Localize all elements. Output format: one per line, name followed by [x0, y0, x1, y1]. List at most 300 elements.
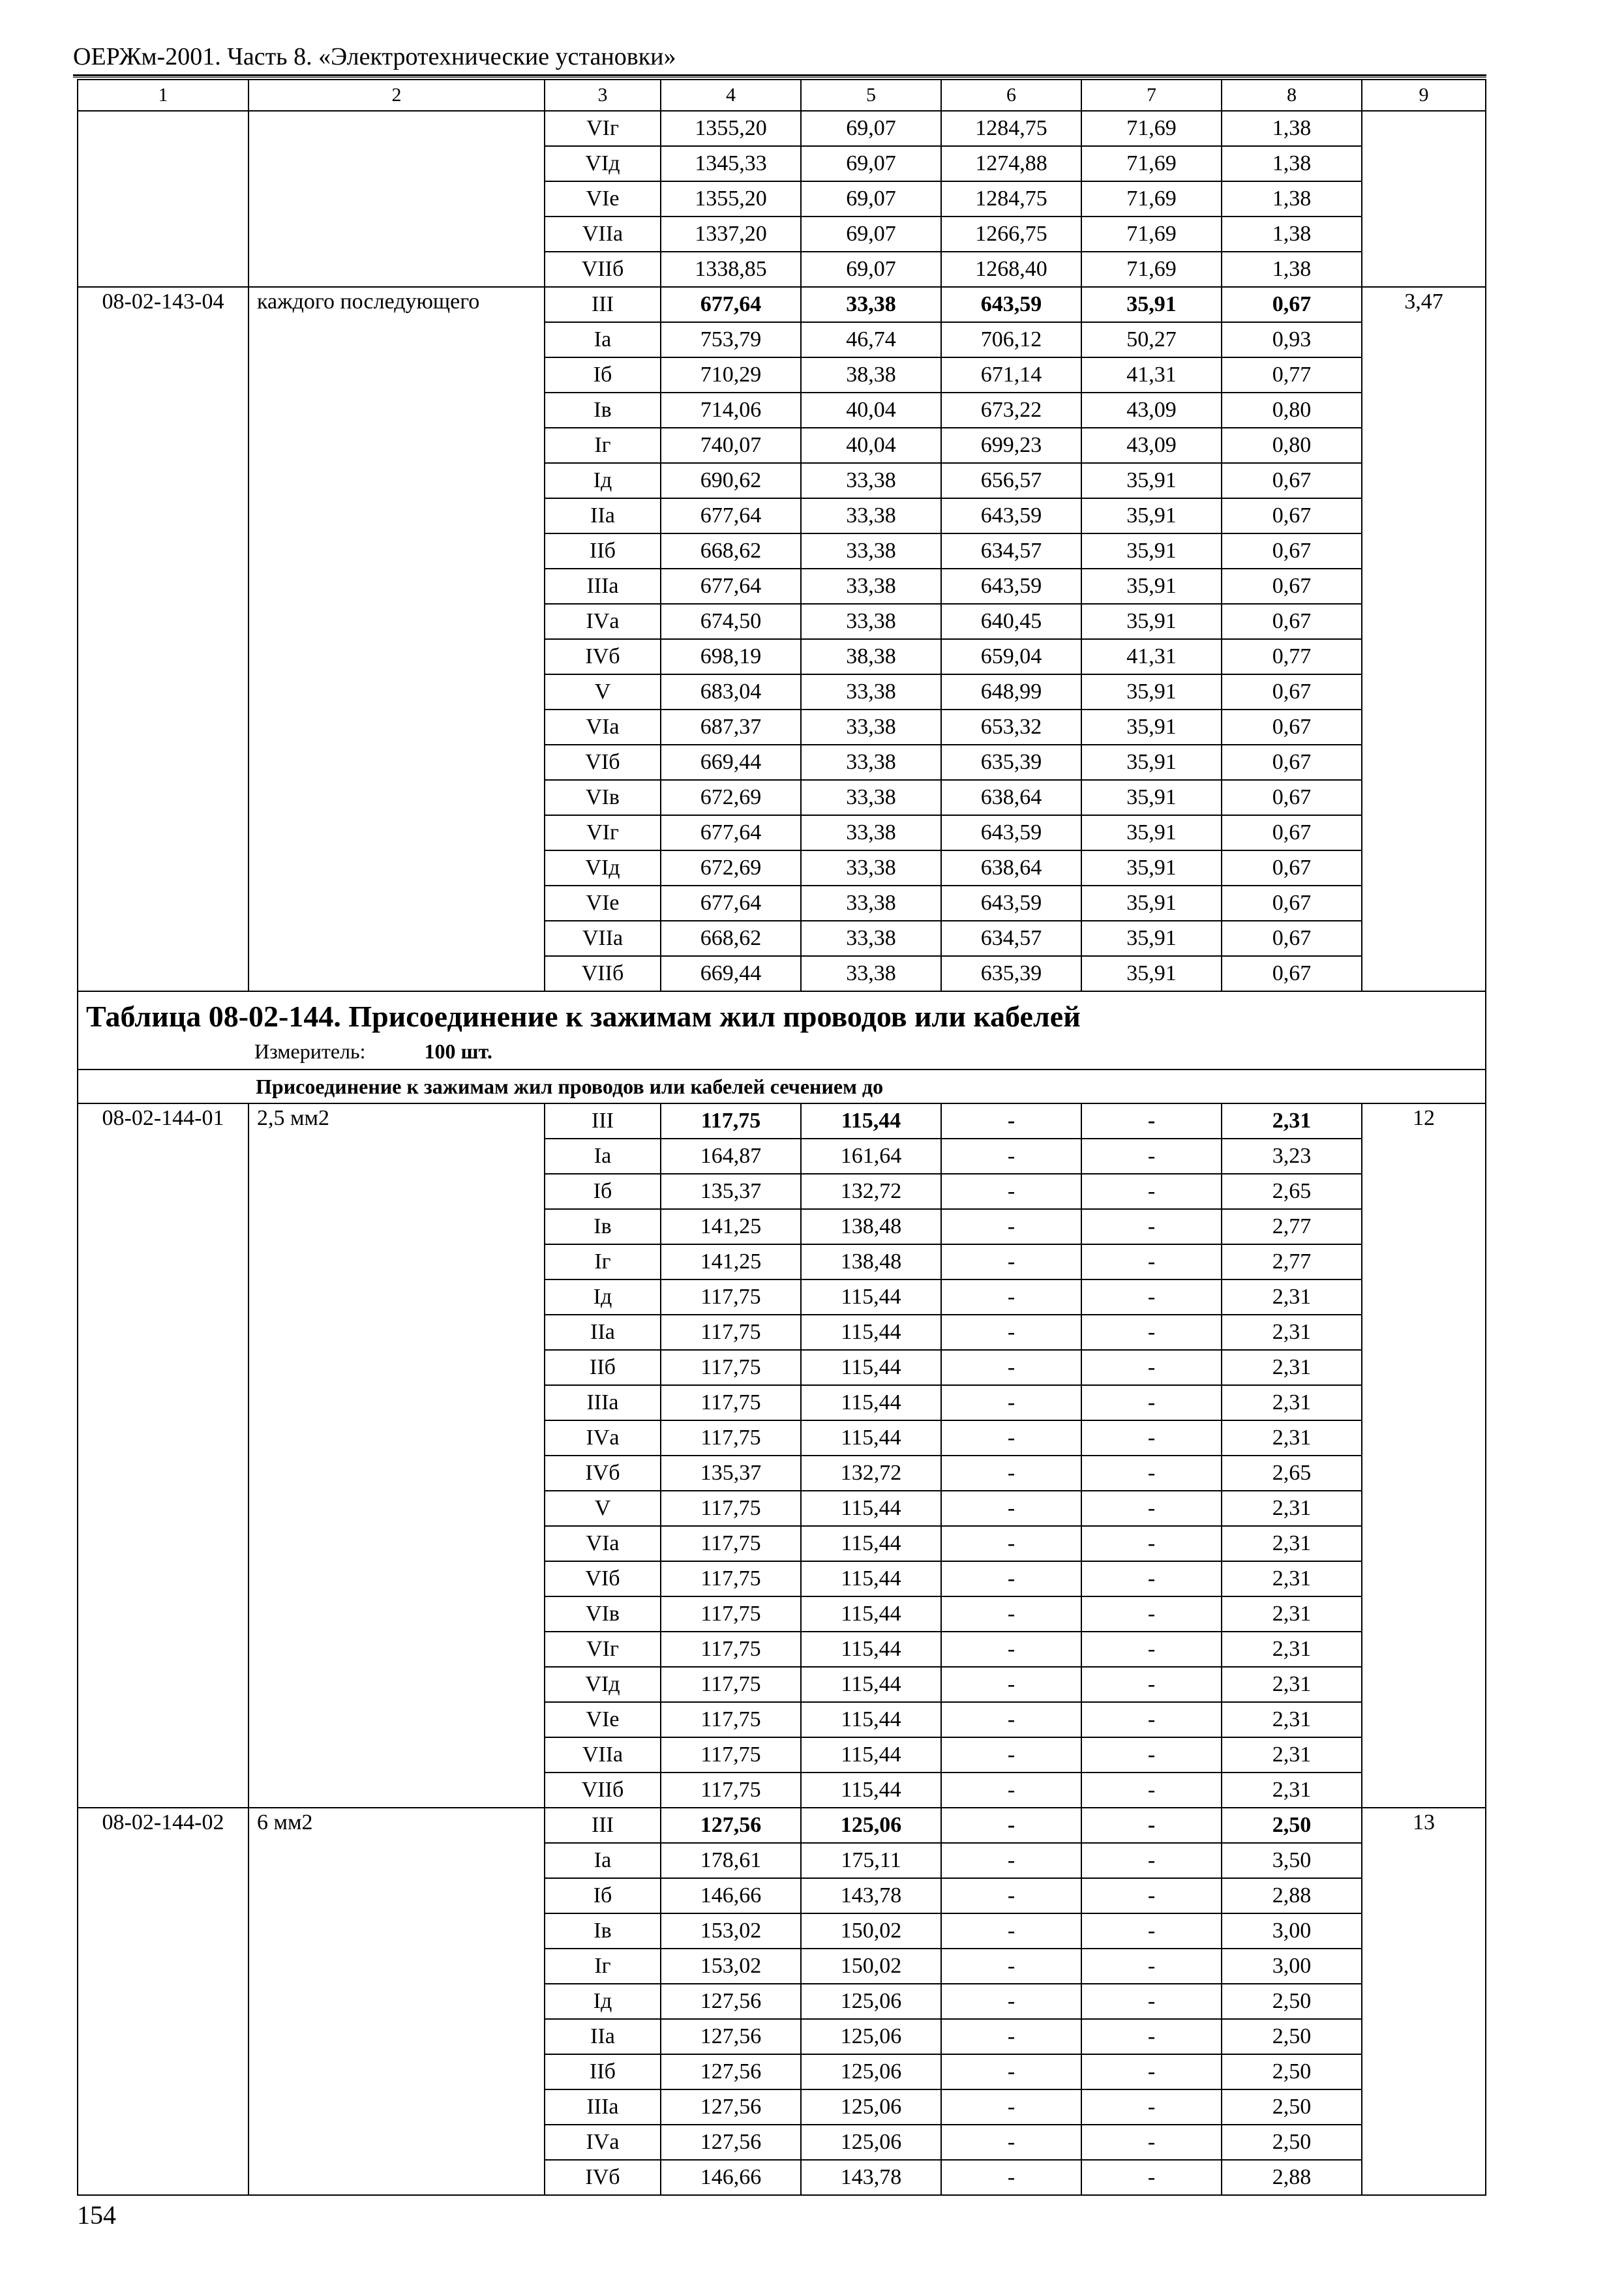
- value-cell: 2,65: [1222, 1174, 1362, 1209]
- zone-cell: Iд: [545, 1279, 661, 1315]
- value-cell: 2,77: [1222, 1209, 1362, 1244]
- value-cell: 125,06: [801, 2089, 941, 2125]
- value-cell: 138,48: [801, 1244, 941, 1279]
- value-cell: -: [941, 1526, 1081, 1561]
- value-cell: 690,62: [661, 463, 801, 498]
- value-cell: 71,69: [1081, 252, 1222, 287]
- zone-cell: IVа: [545, 1420, 661, 1456]
- value-cell: 115,44: [801, 1315, 941, 1350]
- value-cell: 46,74: [801, 322, 941, 357]
- value-cell: 117,75: [661, 1491, 801, 1526]
- value-cell: 2,31: [1222, 1596, 1362, 1632]
- zone-cell: Iб: [545, 1174, 661, 1209]
- table-row: [78, 1808, 1486, 1843]
- zone-cell: VIа: [545, 710, 661, 745]
- zone-cell: IIIа: [545, 2089, 661, 2125]
- table-title-row: [78, 991, 1486, 1070]
- value-cell: -: [1081, 1456, 1222, 1491]
- zone-cell: V: [545, 674, 661, 710]
- zone-cell: VIг: [545, 111, 661, 146]
- value-cell: 638,64: [941, 780, 1081, 815]
- value-cell: -: [1081, 2054, 1222, 2089]
- value-cell: 115,44: [801, 1702, 941, 1737]
- value-cell: 115,44: [801, 1526, 941, 1561]
- column-header: 5: [801, 80, 941, 111]
- value-cell: 153,02: [661, 1949, 801, 1984]
- value-cell: 2,31: [1222, 1315, 1362, 1350]
- value-cell: 0,67: [1222, 710, 1362, 745]
- value-cell: 0,67: [1222, 745, 1362, 780]
- zone-cell: Iг: [545, 1244, 661, 1279]
- value-cell: 164,87: [661, 1139, 801, 1174]
- value-cell: 35,91: [1081, 287, 1222, 322]
- value-cell: -: [1081, 2019, 1222, 2054]
- value-cell: -: [941, 1385, 1081, 1420]
- value-cell: 115,44: [801, 1491, 941, 1526]
- value-cell: -: [1081, 1420, 1222, 1456]
- zone-cell: IVа: [545, 2125, 661, 2160]
- value-cell: -: [1081, 1913, 1222, 1949]
- value-cell: 3,23: [1222, 1139, 1362, 1174]
- value-cell: 3,00: [1222, 1913, 1362, 1949]
- value-cell: 643,59: [941, 287, 1081, 322]
- value-cell: 115,44: [801, 1596, 941, 1632]
- value-cell: 674,50: [661, 604, 801, 639]
- value-cell: -: [1081, 1279, 1222, 1315]
- value-cell: 0,67: [1222, 850, 1362, 886]
- value-cell: -: [1081, 1667, 1222, 1702]
- value-cell: -: [1081, 1702, 1222, 1737]
- value-cell: 150,02: [801, 1949, 941, 1984]
- value-cell: 33,38: [801, 745, 941, 780]
- value-cell: 643,59: [941, 569, 1081, 604]
- value-cell: 699,23: [941, 428, 1081, 463]
- value-cell: 41,31: [1081, 357, 1222, 393]
- value-cell: -: [941, 1244, 1081, 1279]
- zone-cell: Iб: [545, 357, 661, 393]
- value-cell: 2,31: [1222, 1737, 1362, 1773]
- value-cell: 677,64: [661, 569, 801, 604]
- value-cell: 672,69: [661, 780, 801, 815]
- value-cell: -: [1081, 1773, 1222, 1808]
- value-cell: -: [941, 1949, 1081, 1984]
- column-header: 3: [545, 80, 661, 111]
- value-cell: 35,91: [1081, 710, 1222, 745]
- value-cell: -: [1081, 1949, 1222, 1984]
- value-cell: 132,72: [801, 1456, 941, 1491]
- zone-cell: Iа: [545, 1843, 661, 1878]
- value-cell: 115,44: [801, 1561, 941, 1596]
- value-cell: -: [1081, 1491, 1222, 1526]
- value-cell: -: [1081, 2125, 1222, 2160]
- value-cell: 127,56: [661, 2089, 801, 2125]
- zone-cell: Iв: [545, 1209, 661, 1244]
- table-title: Таблица 08-02-144. Присоединение к зажимам жил проводов или кабелей: [86, 1000, 1081, 1033]
- value-cell: -: [941, 2125, 1081, 2160]
- value-cell: 69,07: [801, 181, 941, 217]
- value-cell: -: [1081, 1139, 1222, 1174]
- zone-cell: IIа: [545, 498, 661, 533]
- rates-table: [77, 79, 1486, 2196]
- value-cell: 117,75: [661, 1773, 801, 1808]
- value-cell: 0,80: [1222, 428, 1362, 463]
- value-cell: 2,31: [1222, 1632, 1362, 1667]
- value-cell: 117,75: [661, 1526, 801, 1561]
- col9-value: 12: [1362, 1103, 1486, 1808]
- zone-cell: Iв: [545, 1913, 661, 1949]
- rate-name: каждого последующего: [248, 287, 545, 991]
- value-cell: 35,91: [1081, 921, 1222, 956]
- value-cell: -: [941, 2019, 1081, 2054]
- value-cell: 38,38: [801, 357, 941, 393]
- zone-cell: Iв: [545, 393, 661, 428]
- value-cell: -: [1081, 1209, 1222, 1244]
- value-cell: -: [941, 1913, 1081, 1949]
- value-cell: 0,67: [1222, 287, 1362, 322]
- value-cell: 115,44: [801, 1350, 941, 1385]
- value-cell: 2,88: [1222, 1878, 1362, 1913]
- unit-label: Измеритель:: [254, 1040, 366, 1063]
- zone-cell: VIб: [545, 1561, 661, 1596]
- value-cell: 1355,20: [661, 181, 801, 217]
- value-cell: 71,69: [1081, 146, 1222, 181]
- value-cell: -: [1081, 1244, 1222, 1279]
- zone-cell: Iа: [545, 322, 661, 357]
- value-cell: 33,38: [801, 886, 941, 921]
- value-cell: 2,50: [1222, 1984, 1362, 2019]
- value-cell: -: [941, 1174, 1081, 1209]
- value-cell: -: [1081, 1315, 1222, 1350]
- zone-cell: III: [545, 287, 661, 322]
- zone-cell: VIIб: [545, 252, 661, 287]
- table-row: [78, 111, 1486, 146]
- zone-cell: IVа: [545, 604, 661, 639]
- value-cell: 740,07: [661, 428, 801, 463]
- value-cell: 0,67: [1222, 956, 1362, 991]
- zone-cell: Iб: [545, 1878, 661, 1913]
- value-cell: 2,31: [1222, 1279, 1362, 1315]
- value-cell: 35,91: [1081, 498, 1222, 533]
- value-cell: -: [1081, 1385, 1222, 1420]
- zone-cell: VIе: [545, 1702, 661, 1737]
- value-cell: 0,67: [1222, 921, 1362, 956]
- value-cell: -: [941, 1843, 1081, 1878]
- zone-cell: VIв: [545, 1596, 661, 1632]
- value-cell: 33,38: [801, 674, 941, 710]
- unit-value: 100 шт.: [424, 1040, 492, 1063]
- value-cell: 33,38: [801, 463, 941, 498]
- value-cell: 648,99: [941, 674, 1081, 710]
- value-cell: 69,07: [801, 217, 941, 252]
- value-cell: 753,79: [661, 322, 801, 357]
- zone-cell: IIб: [545, 1350, 661, 1385]
- value-cell: 671,14: [941, 357, 1081, 393]
- value-cell: -: [941, 1773, 1081, 1808]
- value-cell: -: [1081, 1596, 1222, 1632]
- value-cell: 1266,75: [941, 217, 1081, 252]
- value-cell: 43,09: [1081, 393, 1222, 428]
- value-cell: 35,91: [1081, 463, 1222, 498]
- rate-name: 2,5 мм2: [248, 1103, 545, 1808]
- zone-cell: Iд: [545, 1984, 661, 2019]
- value-cell: 35,91: [1081, 850, 1222, 886]
- rate-code: 08-02-144-01: [78, 1103, 248, 1808]
- zone-cell: IIIа: [545, 569, 661, 604]
- rate-name: 6 мм2: [248, 1808, 545, 2195]
- subheading-row: [78, 1070, 1486, 1103]
- value-cell: 43,09: [1081, 428, 1222, 463]
- value-cell: -: [941, 1702, 1081, 1737]
- zone-cell: VIе: [545, 181, 661, 217]
- value-cell: -: [941, 1737, 1081, 1773]
- value-cell: 33,38: [801, 533, 941, 569]
- zone-cell: IVб: [545, 1456, 661, 1491]
- value-cell: -: [941, 1808, 1081, 1843]
- value-cell: 135,37: [661, 1174, 801, 1209]
- value-cell: -: [941, 1350, 1081, 1385]
- zone-cell: III: [545, 1808, 661, 1843]
- value-cell: 35,91: [1081, 745, 1222, 780]
- col9-value: 3,47: [1362, 287, 1486, 991]
- value-cell: 117,75: [661, 1561, 801, 1596]
- value-cell: 115,44: [801, 1667, 941, 1702]
- value-cell: 50,27: [1081, 322, 1222, 357]
- value-cell: 710,29: [661, 357, 801, 393]
- column-header: 4: [661, 80, 801, 111]
- value-cell: 117,75: [661, 1702, 801, 1737]
- zone-cell: Iг: [545, 428, 661, 463]
- value-cell: 2,50: [1222, 1808, 1362, 1843]
- value-cell: 643,59: [941, 815, 1081, 850]
- value-cell: 1,38: [1222, 252, 1362, 287]
- subheading: Присоединение к зажимам жил проводов или кабелей сечением до: [78, 1070, 1486, 1103]
- value-cell: 127,56: [661, 2019, 801, 2054]
- value-cell: -: [1081, 1103, 1222, 1139]
- rate-code: 08-02-144-02: [78, 1808, 248, 2195]
- value-cell: 1284,75: [941, 111, 1081, 146]
- value-cell: 0,77: [1222, 357, 1362, 393]
- value-cell: -: [941, 1561, 1081, 1596]
- value-cell: 668,62: [661, 921, 801, 956]
- value-cell: 0,67: [1222, 463, 1362, 498]
- zone-cell: IIа: [545, 2019, 661, 2054]
- value-cell: 135,37: [661, 1456, 801, 1491]
- value-cell: 127,56: [661, 1984, 801, 2019]
- value-cell: 33,38: [801, 780, 941, 815]
- zone-cell: Iд: [545, 463, 661, 498]
- value-cell: -: [1081, 1632, 1222, 1667]
- zone-cell: IVб: [545, 639, 661, 674]
- zone-cell: VIе: [545, 886, 661, 921]
- value-cell: 33,38: [801, 604, 941, 639]
- rate-code: [78, 111, 248, 287]
- value-cell: 635,39: [941, 956, 1081, 991]
- value-cell: 2,31: [1222, 1667, 1362, 1702]
- value-cell: 669,44: [661, 956, 801, 991]
- value-cell: 656,57: [941, 463, 1081, 498]
- value-cell: -: [941, 1209, 1081, 1244]
- value-cell: 0,80: [1222, 393, 1362, 428]
- value-cell: 69,07: [801, 146, 941, 181]
- value-cell: 2,31: [1222, 1561, 1362, 1596]
- value-cell: -: [1081, 1808, 1222, 1843]
- value-cell: 638,64: [941, 850, 1081, 886]
- value-cell: 653,32: [941, 710, 1081, 745]
- value-cell: -: [941, 1315, 1081, 1350]
- value-cell: 71,69: [1081, 217, 1222, 252]
- value-cell: 1,38: [1222, 111, 1362, 146]
- value-cell: 41,31: [1081, 639, 1222, 674]
- value-cell: 33,38: [801, 498, 941, 533]
- value-cell: 0,93: [1222, 322, 1362, 357]
- zone-cell: VIд: [545, 850, 661, 886]
- value-cell: -: [1081, 1561, 1222, 1596]
- value-cell: -: [1081, 1843, 1222, 1878]
- value-cell: 683,04: [661, 674, 801, 710]
- value-cell: -: [941, 1667, 1081, 1702]
- zone-cell: Iа: [545, 1139, 661, 1174]
- value-cell: 0,67: [1222, 498, 1362, 533]
- value-cell: 698,19: [661, 639, 801, 674]
- column-header: 6: [941, 80, 1081, 111]
- zone-cell: IVб: [545, 2160, 661, 2195]
- value-cell: -: [1081, 1526, 1222, 1561]
- unit-line: [254, 1038, 1485, 1065]
- value-cell: 0,67: [1222, 886, 1362, 921]
- value-cell: 635,39: [941, 745, 1081, 780]
- value-cell: 1338,85: [661, 252, 801, 287]
- value-cell: -: [1081, 1984, 1222, 2019]
- column-header: 9: [1362, 80, 1486, 111]
- value-cell: 1345,33: [661, 146, 801, 181]
- value-cell: 117,75: [661, 1667, 801, 1702]
- value-cell: 115,44: [801, 1632, 941, 1667]
- zone-cell: VIд: [545, 1667, 661, 1702]
- value-cell: 115,44: [801, 1103, 941, 1139]
- table-title-cell: [78, 991, 1486, 1070]
- value-cell: 1,38: [1222, 146, 1362, 181]
- value-cell: 125,06: [801, 2019, 941, 2054]
- value-cell: 1284,75: [941, 181, 1081, 217]
- value-cell: 153,02: [661, 1913, 801, 1949]
- value-cell: 146,66: [661, 2160, 801, 2195]
- value-cell: -: [1081, 2160, 1222, 2195]
- value-cell: 640,45: [941, 604, 1081, 639]
- value-cell: 35,91: [1081, 780, 1222, 815]
- value-cell: 2,50: [1222, 2019, 1362, 2054]
- value-cell: 146,66: [661, 1878, 801, 1913]
- value-cell: 33,38: [801, 287, 941, 322]
- value-cell: 35,91: [1081, 569, 1222, 604]
- value-cell: 1,38: [1222, 217, 1362, 252]
- value-cell: -: [941, 1984, 1081, 2019]
- value-cell: -: [941, 1456, 1081, 1491]
- value-cell: 150,02: [801, 1913, 941, 1949]
- value-cell: 2,31: [1222, 1702, 1362, 1737]
- zone-cell: VIа: [545, 1526, 661, 1561]
- page-header-title: ОЕРЖм-2001. Часть 8. «Электротехнические установки»: [73, 43, 676, 70]
- value-cell: 115,44: [801, 1773, 941, 1808]
- column-header-row: [78, 80, 1486, 111]
- zone-cell: V: [545, 1491, 661, 1526]
- zone-cell: VIг: [545, 815, 661, 850]
- header-rule: [73, 74, 1486, 78]
- value-cell: 0,67: [1222, 533, 1362, 569]
- zone-cell: VIIа: [545, 217, 661, 252]
- value-cell: -: [1081, 1174, 1222, 1209]
- value-cell: 35,91: [1081, 604, 1222, 639]
- value-cell: 71,69: [1081, 181, 1222, 217]
- value-cell: 33,38: [801, 710, 941, 745]
- value-cell: 117,75: [661, 1632, 801, 1667]
- column-header: 1: [78, 80, 248, 111]
- value-cell: -: [941, 1878, 1081, 1913]
- value-cell: 117,75: [661, 1737, 801, 1773]
- value-cell: -: [941, 1632, 1081, 1667]
- value-cell: 38,38: [801, 639, 941, 674]
- value-cell: 138,48: [801, 1209, 941, 1244]
- value-cell: 677,64: [661, 498, 801, 533]
- value-cell: -: [941, 1103, 1081, 1139]
- value-cell: 127,56: [661, 2054, 801, 2089]
- value-cell: 2,50: [1222, 2125, 1362, 2160]
- value-cell: 117,75: [661, 1420, 801, 1456]
- value-cell: 141,25: [661, 1209, 801, 1244]
- value-cell: -: [941, 1139, 1081, 1174]
- value-cell: 115,44: [801, 1420, 941, 1456]
- value-cell: 2,65: [1222, 1456, 1362, 1491]
- value-cell: 687,37: [661, 710, 801, 745]
- value-cell: 125,06: [801, 2054, 941, 2089]
- value-cell: 1,38: [1222, 181, 1362, 217]
- value-cell: 143,78: [801, 2160, 941, 2195]
- value-cell: 2,88: [1222, 2160, 1362, 2195]
- value-cell: 2,77: [1222, 1244, 1362, 1279]
- value-cell: 161,64: [801, 1139, 941, 1174]
- value-cell: 33,38: [801, 850, 941, 886]
- value-cell: 125,06: [801, 1984, 941, 2019]
- table-row: [78, 287, 1486, 322]
- value-cell: 2,31: [1222, 1526, 1362, 1561]
- value-cell: 33,38: [801, 956, 941, 991]
- value-cell: 40,04: [801, 428, 941, 463]
- value-cell: 669,44: [661, 745, 801, 780]
- value-cell: 71,69: [1081, 111, 1222, 146]
- column-header: 2: [248, 80, 545, 111]
- value-cell: 33,38: [801, 815, 941, 850]
- zone-cell: IIа: [545, 1315, 661, 1350]
- value-cell: 115,44: [801, 1279, 941, 1315]
- value-cell: -: [1081, 1350, 1222, 1385]
- value-cell: 0,67: [1222, 604, 1362, 639]
- value-cell: 175,11: [801, 1843, 941, 1878]
- value-cell: -: [941, 2089, 1081, 2125]
- value-cell: 714,06: [661, 393, 801, 428]
- value-cell: 1274,88: [941, 146, 1081, 181]
- value-cell: 1337,20: [661, 217, 801, 252]
- value-cell: 0,67: [1222, 674, 1362, 710]
- value-cell: 143,78: [801, 1878, 941, 1913]
- value-cell: 2,50: [1222, 2054, 1362, 2089]
- value-cell: 677,64: [661, 886, 801, 921]
- value-cell: -: [1081, 1878, 1222, 1913]
- value-cell: 668,62: [661, 533, 801, 569]
- value-cell: 672,69: [661, 850, 801, 886]
- zone-cell: III: [545, 1103, 661, 1139]
- value-cell: -: [1081, 2089, 1222, 2125]
- col9-value: [1362, 111, 1486, 287]
- value-cell: 35,91: [1081, 886, 1222, 921]
